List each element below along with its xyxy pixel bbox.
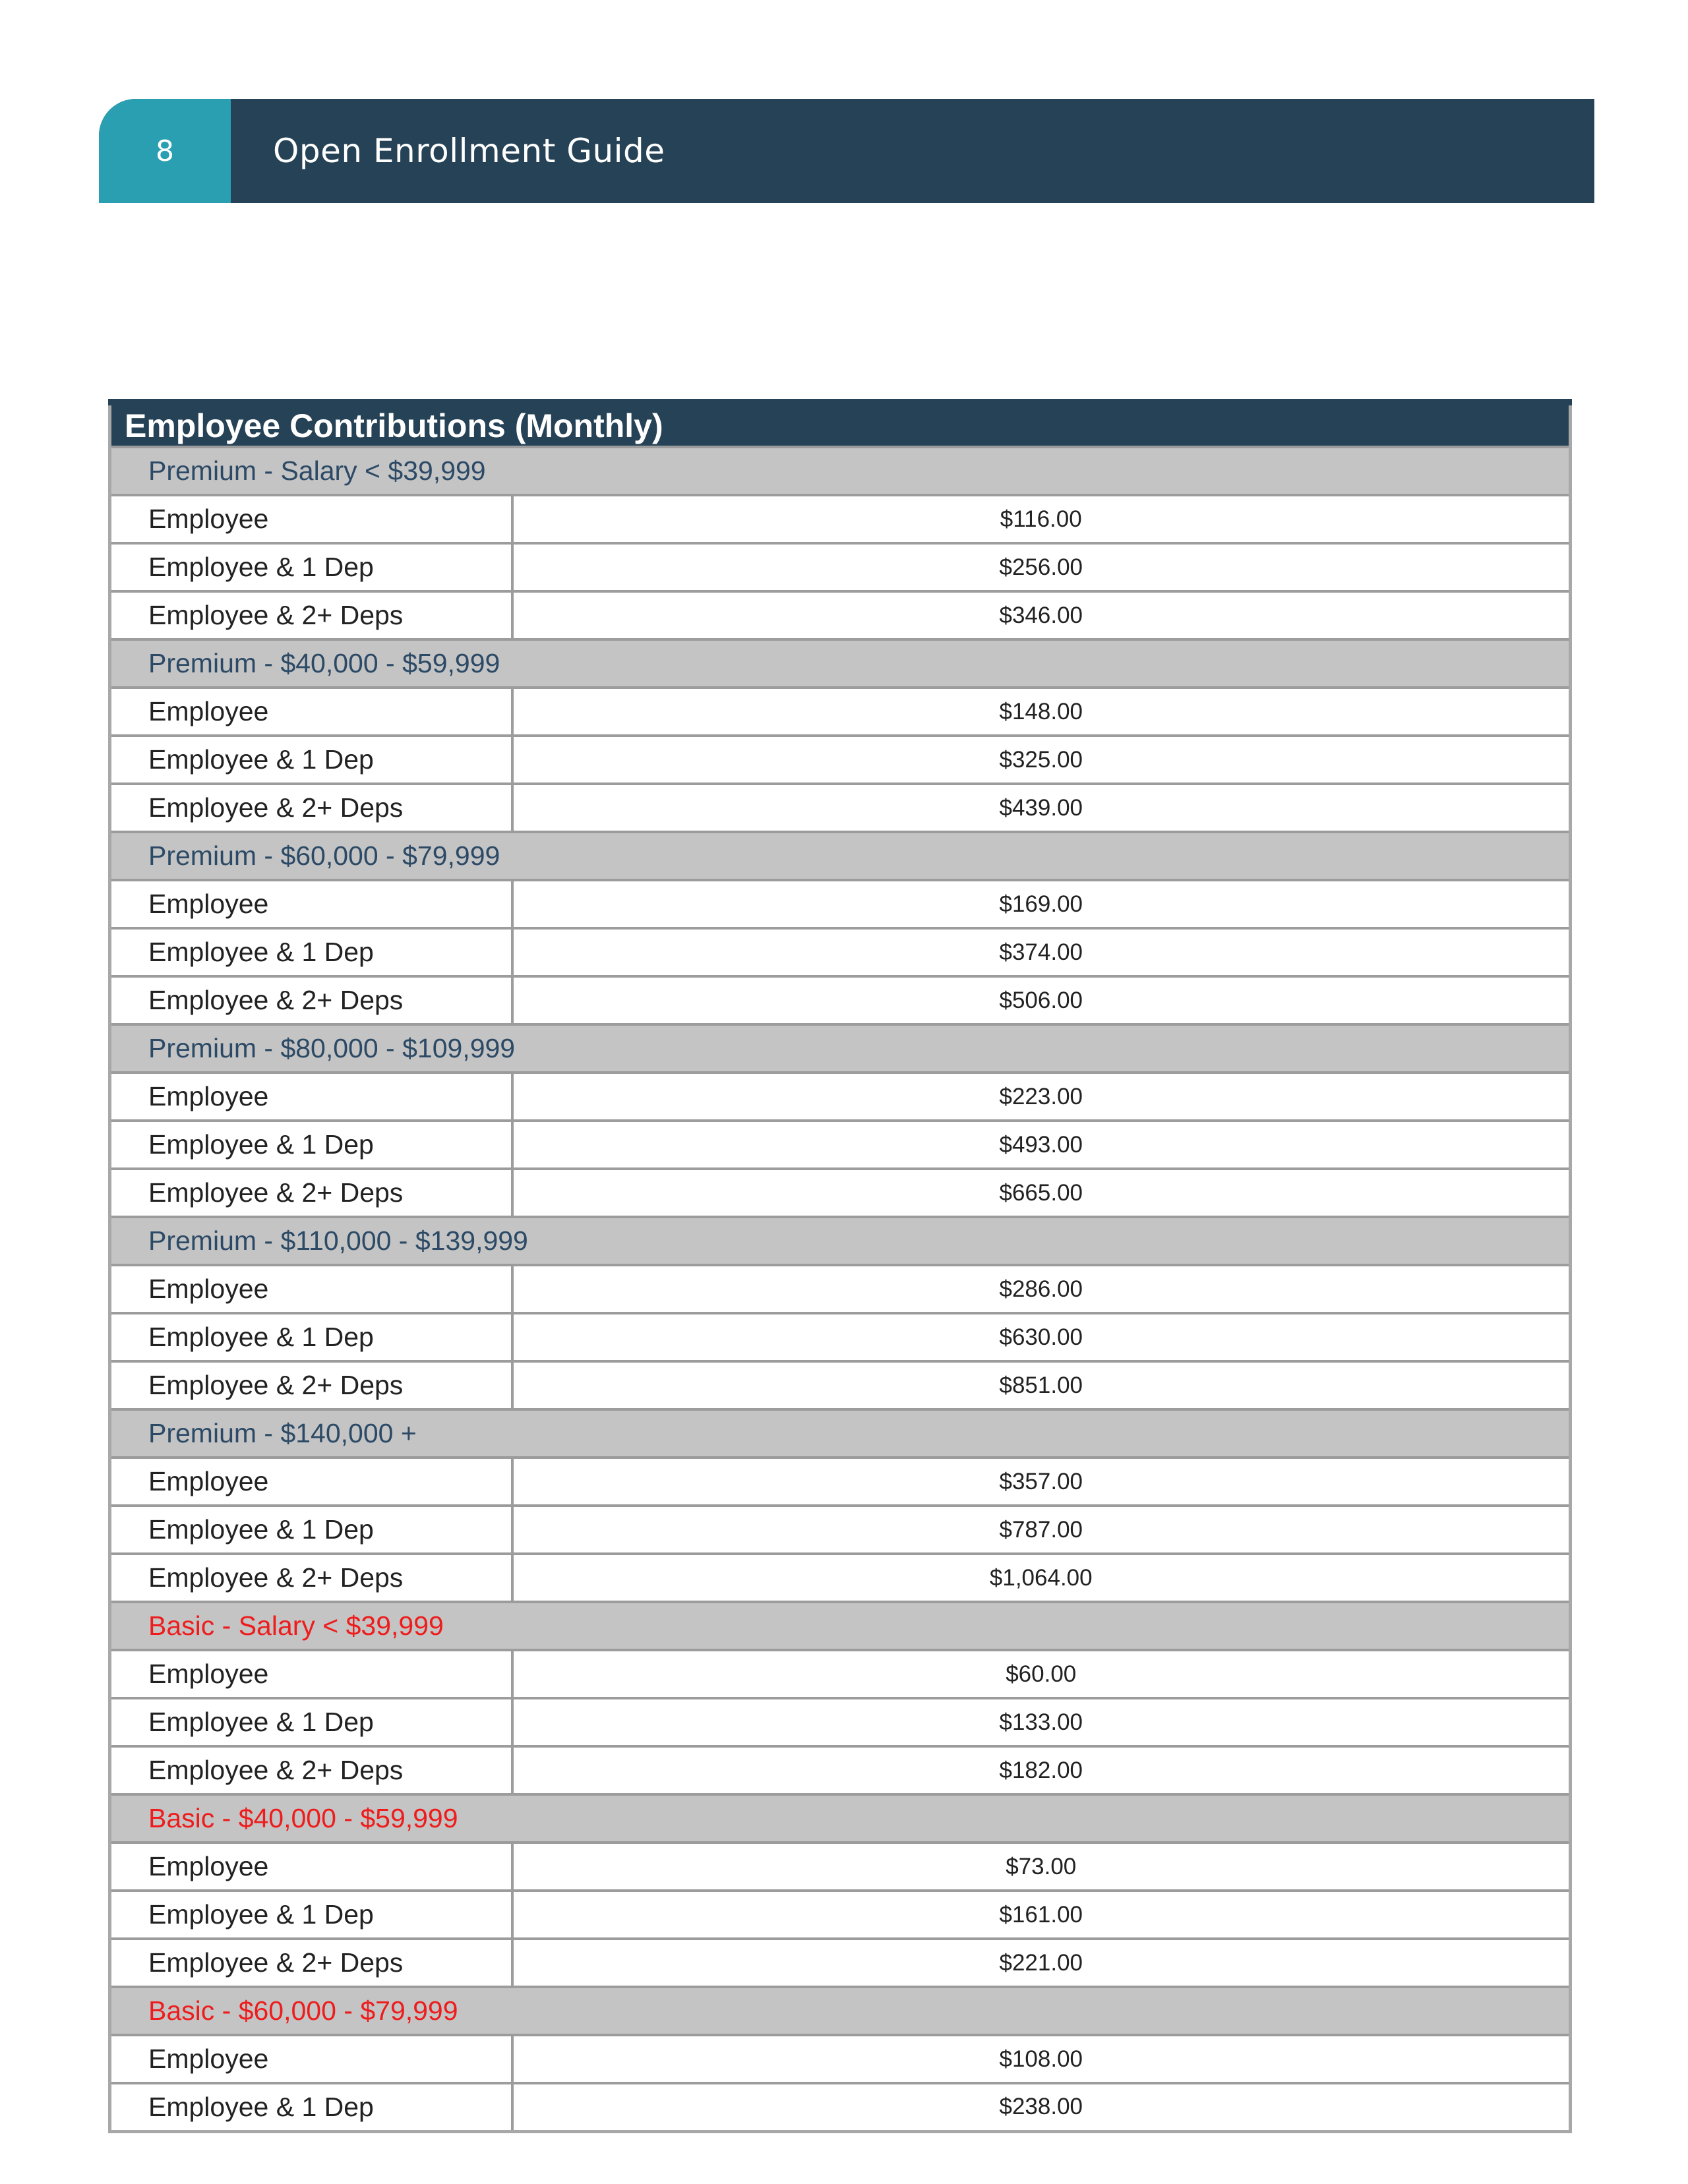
monthly-contribution: $148.00 — [512, 688, 1571, 736]
table-row — [110, 1698, 1571, 1746]
monthly-contribution: $161.00 — [512, 1891, 1571, 1939]
monthly-contribution: $630.00 — [512, 1313, 1571, 1361]
table-row — [110, 1361, 1571, 1409]
coverage-tier: Employee & 2+ Deps — [110, 1169, 512, 1217]
coverage-tier: Employee & 2+ Deps — [110, 784, 512, 832]
coverage-tier: Employee & 1 Dep — [110, 1891, 512, 1939]
page-header — [99, 99, 1594, 203]
group-label: Basic - Salary < $39,999 — [110, 1602, 1571, 1650]
header-bar-cap — [1555, 99, 1594, 203]
table-row — [110, 1746, 1571, 1794]
table-row — [110, 1843, 1571, 1891]
coverage-tier: Employee — [110, 688, 512, 736]
coverage-tier: Employee & 1 Dep — [110, 543, 512, 591]
table-row — [110, 976, 1571, 1024]
coverage-tier: Employee & 1 Dep — [110, 736, 512, 784]
table-row — [110, 2035, 1571, 2083]
coverage-tier: Employee & 2+ Deps — [110, 1554, 512, 1602]
monthly-contribution: $374.00 — [512, 928, 1571, 976]
table-row — [110, 688, 1571, 736]
table-row — [110, 1939, 1571, 1987]
coverage-tier: Employee — [110, 1458, 512, 1506]
group-label: Premium - $80,000 - $109,999 — [110, 1024, 1571, 1073]
monthly-contribution: $238.00 — [512, 2083, 1571, 2131]
coverage-tier: Employee & 2+ Deps — [110, 1746, 512, 1794]
group-header-row — [110, 1794, 1571, 1843]
monthly-contribution: $60.00 — [512, 1650, 1571, 1698]
monthly-contribution: $346.00 — [512, 591, 1571, 639]
group-header-row — [110, 1024, 1571, 1073]
table-row — [110, 1169, 1571, 1217]
table-row — [110, 1121, 1571, 1169]
table-row — [110, 1554, 1571, 1602]
coverage-tier: Employee & 1 Dep — [110, 1313, 512, 1361]
coverage-tier: Employee — [110, 1265, 512, 1313]
monthly-contribution: $325.00 — [512, 736, 1571, 784]
table-row — [110, 1458, 1571, 1506]
monthly-contribution: $221.00 — [512, 1939, 1571, 1987]
table-title-row — [110, 402, 1571, 447]
group-label: Premium - Salary < $39,999 — [110, 447, 1571, 495]
coverage-tier: Employee & 2+ Deps — [110, 1939, 512, 1987]
group-header-row — [110, 1602, 1571, 1650]
coverage-tier: Employee — [110, 1073, 512, 1121]
group-header-row — [110, 1409, 1571, 1458]
group-header-row — [110, 1217, 1571, 1265]
coverage-tier: Employee & 1 Dep — [110, 1698, 512, 1746]
group-header-row — [110, 639, 1571, 688]
coverage-tier: Employee & 2+ Deps — [110, 976, 512, 1024]
table-body — [110, 447, 1571, 2131]
monthly-contribution: $493.00 — [512, 1121, 1571, 1169]
employee-contributions-table — [108, 399, 1572, 2133]
monthly-contribution: $787.00 — [512, 1506, 1571, 1554]
group-label: Premium - $40,000 - $59,999 — [110, 639, 1571, 688]
page-title: Open Enrollment Guide — [273, 132, 665, 170]
group-label: Premium - $140,000 + — [110, 1409, 1571, 1458]
monthly-contribution: $108.00 — [512, 2035, 1571, 2083]
table-row — [110, 591, 1571, 639]
coverage-tier: Employee & 1 Dep — [110, 1121, 512, 1169]
coverage-tier: Employee — [110, 495, 512, 543]
table-row — [110, 1891, 1571, 1939]
table-row — [110, 1650, 1571, 1698]
monthly-contribution: $73.00 — [512, 1843, 1571, 1891]
page-number: 8 — [99, 99, 231, 203]
coverage-tier: Employee — [110, 2035, 512, 2083]
monthly-contribution: $133.00 — [512, 1698, 1571, 1746]
table-row — [110, 543, 1571, 591]
group-label: Basic - $60,000 - $79,999 — [110, 1987, 1571, 2035]
monthly-contribution: $256.00 — [512, 543, 1571, 591]
group-header-row — [110, 447, 1571, 495]
monthly-contribution: $223.00 — [512, 1073, 1571, 1121]
group-header-row — [110, 1987, 1571, 2035]
coverage-tier: Employee & 1 Dep — [110, 928, 512, 976]
table-row — [110, 928, 1571, 976]
table-row — [110, 2083, 1571, 2131]
table-title: Employee Contributions (Monthly) — [110, 402, 1571, 447]
coverage-tier: Employee & 2+ Deps — [110, 591, 512, 639]
monthly-contribution: $506.00 — [512, 976, 1571, 1024]
coverage-tier: Employee — [110, 1650, 512, 1698]
table-row — [110, 880, 1571, 928]
monthly-contribution: $116.00 — [512, 495, 1571, 543]
group-label: Premium - $60,000 - $79,999 — [110, 832, 1571, 880]
monthly-contribution: $851.00 — [512, 1361, 1571, 1409]
monthly-contribution: $439.00 — [512, 784, 1571, 832]
coverage-tier: Employee & 1 Dep — [110, 1506, 512, 1554]
table-row — [110, 495, 1571, 543]
group-label: Premium - $110,000 - $139,999 — [110, 1217, 1571, 1265]
table-row — [110, 736, 1571, 784]
group-header-row — [110, 832, 1571, 880]
group-label: Basic - $40,000 - $59,999 — [110, 1794, 1571, 1843]
coverage-tier: Employee — [110, 880, 512, 928]
table-row — [110, 784, 1571, 832]
coverage-tier: Employee & 1 Dep — [110, 2083, 512, 2131]
monthly-contribution: $286.00 — [512, 1265, 1571, 1313]
table-row — [110, 1073, 1571, 1121]
monthly-contribution: $357.00 — [512, 1458, 1571, 1506]
table-row — [110, 1265, 1571, 1313]
coverage-tier: Employee & 2+ Deps — [110, 1361, 512, 1409]
monthly-contribution: $182.00 — [512, 1746, 1571, 1794]
monthly-contribution: $665.00 — [512, 1169, 1571, 1217]
monthly-contribution: $1,064.00 — [512, 1554, 1571, 1602]
monthly-contribution: $169.00 — [512, 880, 1571, 928]
table-row — [110, 1506, 1571, 1554]
coverage-tier: Employee — [110, 1843, 512, 1891]
table-row — [110, 1313, 1571, 1361]
